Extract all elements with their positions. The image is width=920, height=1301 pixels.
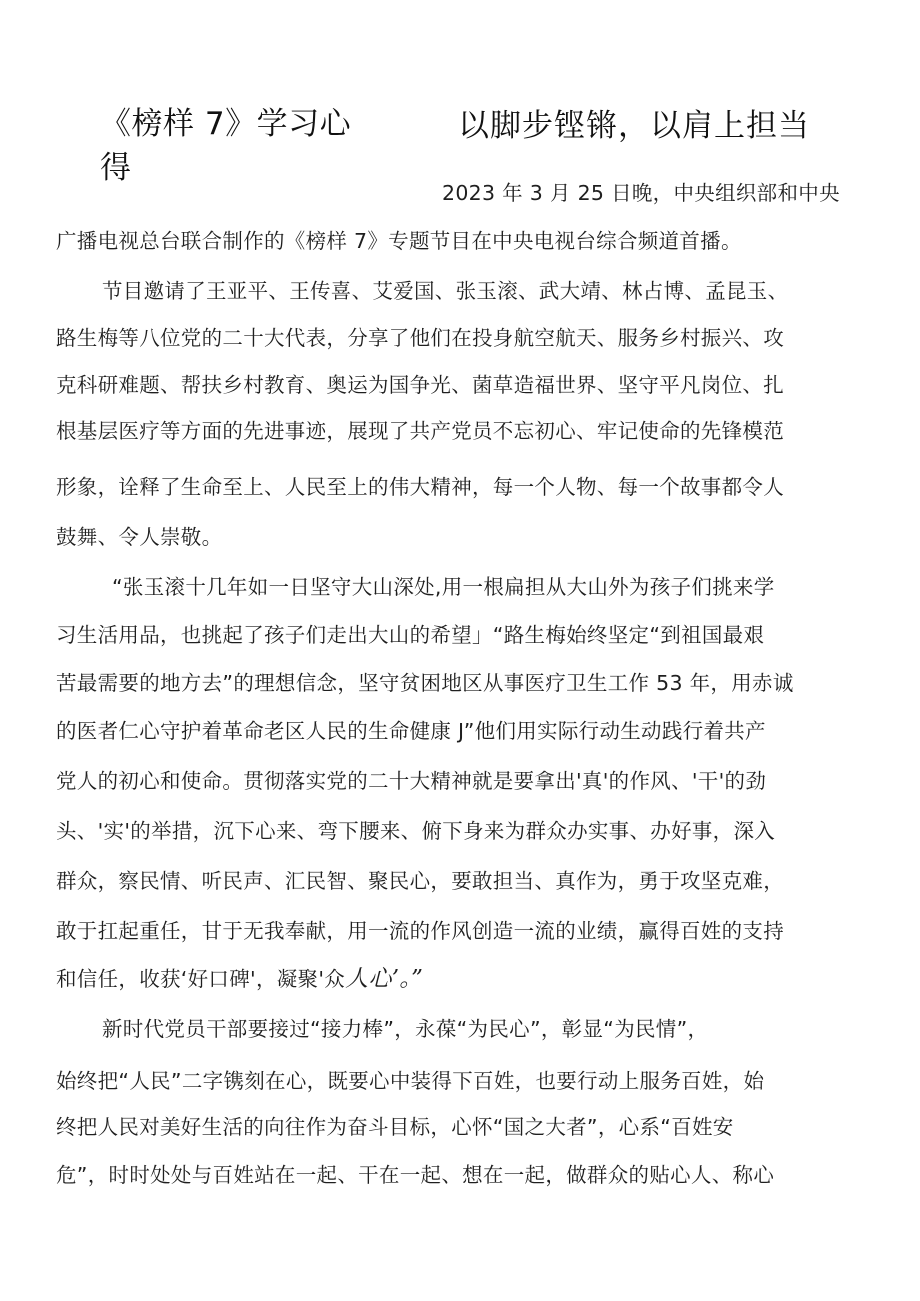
body-line: 危”，时时处处与百姓站在一起、干在一起、想在一起，做群众的贴心人、称心 xyxy=(56,1163,775,1187)
body-line: 新时代党员干部要接过“接力棒”，永葆“为民心”，彰显“为民情”， xyxy=(102,1017,709,1041)
body-line: 的医者仁心守护着革命老区人民的生命健康 J”他们用实际行动生动践行着共产 xyxy=(56,719,766,743)
body-line: 克科研难题、帮扶乡村教育、奥运为国争光、菌草造福世界、坚守平凡岗位、扎 xyxy=(56,373,784,397)
body-line: 始终把“人民”二字镌刻在心，既要心中装得下百姓，也要行动上服务百姓，始 xyxy=(56,1069,765,1093)
body-line: “张玉滚十几年如一日坚守大山深处,用一根扁担从大山外为孩子们挑来学 xyxy=(112,575,775,599)
body-line: 党人的初心和使命。贯彻落实党的二十大精神就是要拿出'真'的作风、'干'的劲 xyxy=(56,769,767,793)
body-line: 2023 年 3 月 25 日晚，中央组织部和中央 xyxy=(442,181,840,205)
body-line: 群众，察民情、听民声、汇民智、聚民心，要敢担当、真作为，勇于攻坚克难， xyxy=(56,869,784,893)
body-line: 节目邀请了王亚平、王传喜、艾爱国、张玉滚、武大靖、林占博、孟昆玉、 xyxy=(102,279,789,303)
body-line: 形象，诠释了生命至上、人民至上的伟大精神，每一个人物、每一个故事都令人 xyxy=(56,475,784,499)
body-line: 敢于扛起重任，甘于无我奉献，用一流的作风创造一流的业绩，赢得百姓的支持 xyxy=(56,919,784,943)
body-line: 路生梅等八位党的二十大代表，分享了他们在投身航空航天、服务乡村振兴、攻 xyxy=(56,326,784,350)
body-line: 头、'实'的举措，沉下心来、弯下腰来、俯下身来为群众办实事、办好事，深入 xyxy=(56,819,776,843)
title-left-line1: 《榜样 7》学习心 xyxy=(100,106,352,142)
handwritten-tail: 人心’。” xyxy=(345,966,424,992)
body-line-text: 和信任，收获‘好口碑'，凝聚'众 xyxy=(56,967,346,991)
body-line: 鼓舞、令人崇敬。 xyxy=(56,525,223,549)
body-line: 苦最需要的地方去”的理想信念，坚守贫困地区从事医疗卫生工作 53 年，用赤诚 xyxy=(56,671,794,695)
title-left xyxy=(100,102,385,190)
body-line: 根基层医疗等方面的先进事迹，展现了共产党员不忘初心、牢记使命的先锋模范 xyxy=(56,419,784,443)
body-line: 广播电视总台联合制作的《榜样 7》专题节目在中央电视台综合频道首播。 xyxy=(56,229,742,253)
title-left-line2: 得 xyxy=(100,150,132,186)
body-line-with-handwriting xyxy=(56,964,882,994)
body-line: 终把人民对美好生活的向往作为奋斗目标，心怀“国之大者”，心系“百姓安 xyxy=(56,1115,734,1139)
title-right: 以脚步铿锵，以肩上担当 xyxy=(458,108,810,144)
body-line: 习生活用品，也挑起了孩子们走出大山的希望」“路生梅始终坚定“到祖国最艰 xyxy=(56,623,765,647)
